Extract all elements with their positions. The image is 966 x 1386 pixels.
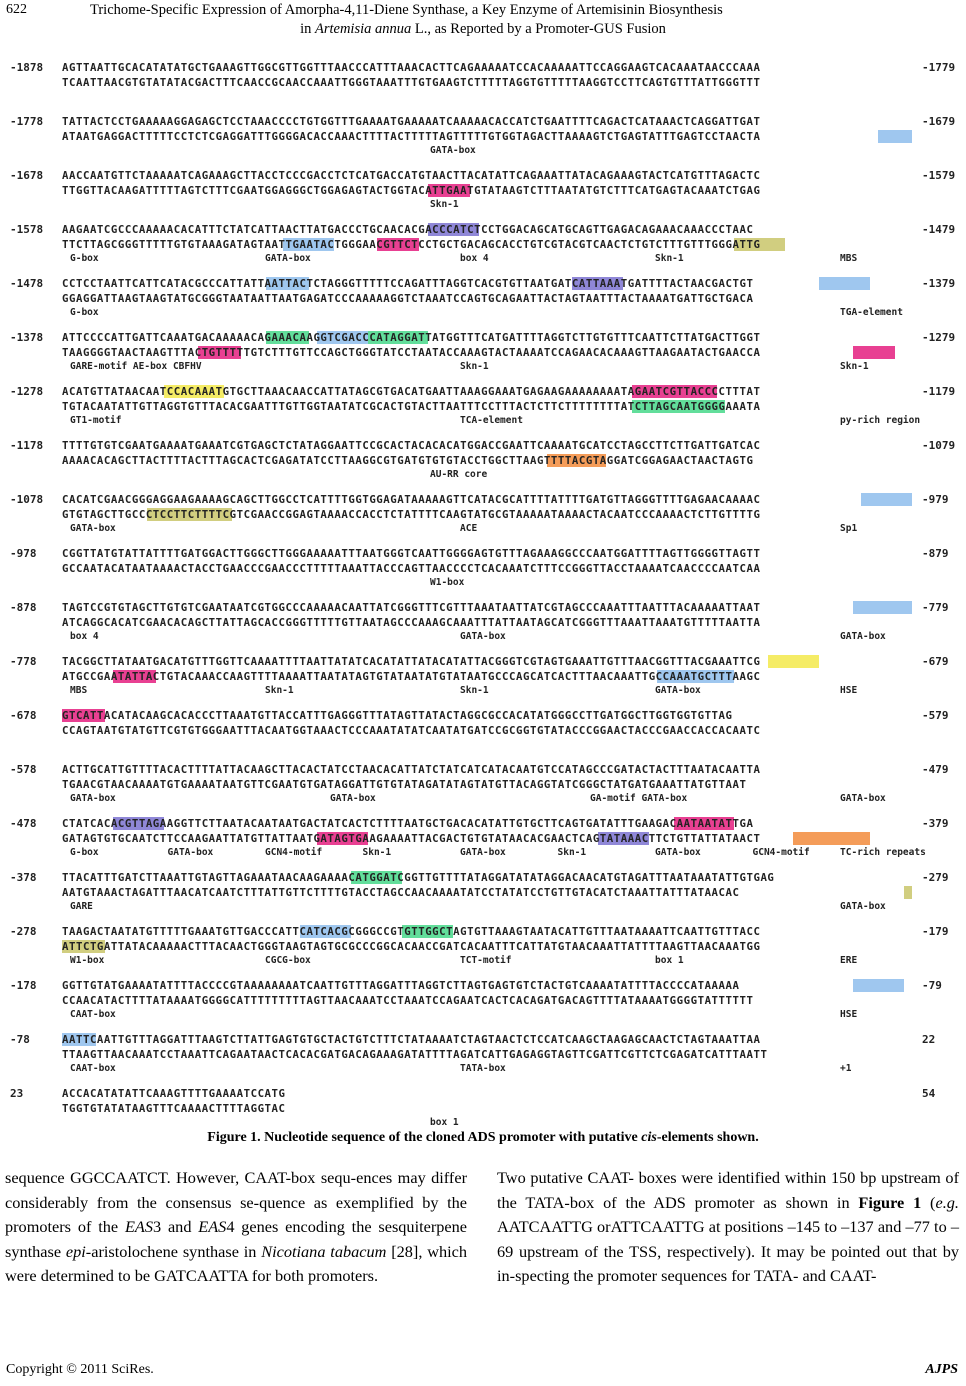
- position-start: -178: [10, 979, 37, 992]
- cis-element-label: G-box: [70, 253, 99, 264]
- cis-element-label: Sp1: [840, 523, 858, 534]
- cis-element-label: Skn-1: [430, 199, 459, 210]
- cis-element-label: ERE: [840, 955, 858, 966]
- position-start: -1678: [10, 169, 44, 182]
- sequence-strand-top: ACTTGCATTGTTTTACACTTTTATTACAAGCTTACACTATCCTAACACATTATCTATCATCATACAATGTCCATAGCCCGATACTACTTTAATACAATTA: [62, 763, 761, 776]
- position-end: -1679: [922, 115, 956, 128]
- position-start: 23: [10, 1087, 24, 1100]
- cis-element-highlight: [878, 130, 912, 143]
- sequence-strand-bottom: GTGTAGCTTGCCCTCCTTCTTTTCGTCGAACCGGAGTAAAACCACCTCTATTTTCAAGTATGCGTAAAAATAAAACTACAATCCCAAAACTCTTGTTTTG: [62, 508, 761, 521]
- cis-element-label: GATA-box: [330, 793, 376, 804]
- cis-element-label: GATA-box: [655, 847, 701, 858]
- cis-element-label: box 4: [460, 253, 489, 264]
- position-end: -279: [922, 871, 949, 884]
- cis-element-label: GARE-motif AE-box CBFHV: [70, 361, 202, 372]
- sequence-strand-bottom: TGAACGTAACAAAATGTGAAAATAATGTTCGAATGTGATAGGATTGTGTATAGATATAGTATGTTACAGGTATCGGGCTATGATGAAATTATGTTAAT: [62, 778, 747, 791]
- sequence-strand-bottom: GATAGTGTGCAATCTTCCAAGAATTATGTTATTAATGATAGTGAAGAAAATTACGACTGTGTATAACACGAACTCAGTATAAACTTCTGTTATTATAACT: [62, 832, 761, 845]
- cis-element-label: +1: [840, 1063, 852, 1074]
- position-end: 54: [922, 1087, 936, 1100]
- position-end: -879: [922, 547, 949, 560]
- position-start: -1778: [10, 115, 44, 128]
- sequence-strand-top: TAGTCCGTGTAGCTTGTGTCGAATAATCGTGGCCCAAAAACAATTATCGGGTTTCGTTTAAATAATTATCGTAGCCCAAATTTAATTTACAAAAATTAAT: [62, 601, 761, 614]
- cis-element-label: GCN4-motif: [752, 847, 810, 858]
- position-start: -1478: [10, 277, 44, 290]
- sequence-block: [10, 276, 960, 324]
- sequence-strand-bottom: CCAGTAATGTATGTTCGTGTGGGAATTTACAATGGTAAACTCCCAAATATATCAATATGATCCGCGGTGTATACCCGGAACTACCCGAACCACCACAATC: [62, 724, 761, 737]
- sequence-strand-bottom: AATGTAAACTAGATTTAACATCAATCTTTATTGTTCTTTTGTACCTAGCCAACAAAATATCCTATATCCTGTTGTACATCTAAATTATTTATAACAC: [62, 886, 740, 899]
- sequence-block: [10, 546, 960, 594]
- cis-element-label: GATA-box: [655, 685, 701, 696]
- sequence-block: [10, 438, 960, 486]
- body-column-left: sequence GGCCAATCT. However, CAAT-box sequ-ences may differ considerably from the consensus se-quence as exemplified by the promoters of the EAS3 and EAS4 genes encoding the sesquiterpene synthase epi-aristolochene synthase in Nicotiana tabacum [28], which were determined to be GATCAATTA for both promoters.: [5, 1168, 468, 1285]
- sequence-strand-top: TACGGCTTATAATGACATGTTTGGTTCAAAATTTTAATTATATCACATATTATACATATTACGGGTCGTAGTGAAATTGTTTAACGGTTTACGAAATTCG: [62, 655, 761, 668]
- cis-element-label: HSE: [840, 1009, 858, 1020]
- sequence-strand-bottom: TTCTTAGCGGGTTTTTGTGTAAAGATAGTAATTGAATACTGGGAACGTTCTCCTGCTGACAGCACCTGTCGTACGTCAACTCTGTCTTTGTTTGGGATTG: [62, 238, 761, 251]
- sequence-strand-top: ATTCCCCATTGATTCAAATGACAAAAACAGAAACAAGGTCGACCCATAGGATTATGGTTTCATGATTTTAGGTCTTGTGTTTCAATTCTTATGACTTGGT: [62, 331, 761, 344]
- sequence-block: [10, 654, 960, 702]
- cis-element-label: box 4: [70, 631, 99, 642]
- cis-element-label: Skn-1: [460, 361, 489, 372]
- sequence-block: [10, 114, 960, 162]
- position-start: -1378: [10, 331, 44, 344]
- cis-element-highlight: [819, 277, 870, 290]
- cis-element-label: Skn-1: [362, 847, 392, 858]
- sequence-strand-bottom: TTAAGTTAACAAATCCTAAATTCAGAATAACTCACACGATGACAGAAAGATATTTTAGATCATTGAGAGGTAGTTCGATTCGTTCTCGAGATCATTTAATT: [62, 1048, 768, 1061]
- cis-element-label: TCA-element: [460, 415, 523, 426]
- cis-element-label: GATA-box: [840, 901, 886, 912]
- position-start: -578: [10, 763, 37, 776]
- sequence-strand-bottom: ATTCTGATTATACAAAAACTTTACAACTGGGTAAGTAGTGCGCCCGGCACAACCGATCACAATTTCATTATGTAACAAATTATTTTAAGTTAACAAATGG: [62, 940, 761, 953]
- cis-element-label: TGA-element: [840, 307, 903, 318]
- cis-element-label: Skn-1: [557, 847, 587, 858]
- sequence-block: [10, 978, 960, 1026]
- position-start: -678: [10, 709, 37, 722]
- sequence-strand-top: TTACATTTGATCTTAAATTGTAGTTAGAAATAACAAGAAAACATGGATCGGTTGTTTTATAGGATATATAGGACAACATGTAGATTTAATAAATATTGTGAG: [62, 871, 775, 884]
- cis-element-label: TC-rich repeats: [840, 847, 926, 858]
- cis-element-label: box 1: [655, 955, 684, 966]
- position-start: -1878: [10, 61, 44, 74]
- sequence-strand-top: TTTTGTGTCGAATGAAAATGAAATCGTGAGCTCTATAGGAATTCCGCACTACACACATGGACCGAATTCAAAATGCATCCTAGCCTTCTTGATTGATCAC: [62, 439, 761, 452]
- sequence-block: [10, 492, 960, 540]
- position-end: -1079: [922, 439, 956, 452]
- position-start: -1578: [10, 223, 44, 236]
- cis-element-label: CAAT-box: [70, 1063, 116, 1074]
- cis-element-label: HSE: [840, 685, 858, 696]
- sequence-block: [10, 168, 960, 216]
- cis-element-label: GATA-box: [167, 847, 214, 858]
- position-end: -1379: [922, 277, 956, 290]
- sequence-strand-top: AACCAATGTTCTAAAAATCAGAAAGCTTACCTCCCGACCTCTCATGACCATGTAACTTACATATTCAGAAATTATACAGAAAGTACTCATGTTTAGACTC: [62, 169, 761, 182]
- position-end: -379: [922, 817, 949, 830]
- cis-element-highlight: [793, 832, 870, 845]
- cis-element-label: GT1-motif: [70, 415, 122, 426]
- sequence-block: [10, 600, 960, 648]
- sequence-strand-top: CGGTTATGTATTATTTTGATGGACTTGGGCTTGGGAAAAATTTAATGGGTCAATTGGGGAGTGTTTAGAAAGGCCCAATGGATTTTAGTTGGGGTTAGTT: [62, 547, 761, 560]
- cis-element-highlight: [904, 886, 913, 899]
- sequence-strand-top: GGTTGTATGAAAATATTTTACCCCGTAAAAAAAATCAATTGTTTAGGATTTAGGTCTTAGTGAGTGTCTACTGTCAAAATATTTTACCCCATAAAAA: [62, 979, 740, 992]
- cis-element-label: box 1: [430, 1117, 459, 1128]
- position-start: -278: [10, 925, 37, 938]
- sequence-strand-top: AATTCAATTGTTTAGGATTTAAGTCTTATTGAGTGTGCTACTGTCTTTCTATAAAATCTAGTAACTCTCCATCAAGCTAAGAGCAACTCTAGTAAATTAA: [62, 1033, 761, 1046]
- cis-element-label: GARE: [70, 901, 93, 912]
- cis-element-label: Skn-1: [460, 685, 489, 696]
- position-start: -1078: [10, 493, 44, 506]
- cis-element-label: W1-box: [70, 955, 105, 966]
- cis-element-label: Skn-1: [655, 253, 684, 264]
- sequence-strand-bottom: AAAACACAGCTTACTTTTACTTTAGCACTCGAGATATCCTTAAGGCGTGATGTGTGTACCTGGCTTAAGTTTTACGTAGGATCGGAGAACTAACTAGTG: [62, 454, 754, 467]
- cis-element-label: GATA-box: [460, 847, 506, 858]
- sequence-strand-bottom: TGGTGTATATAAGTTTCAAAACTTTTAGGTAC: [62, 1102, 286, 1115]
- sequence-strand-top: ACCACATATATTCAAAGTTTTGAAAATCCATG: [62, 1087, 286, 1100]
- sequence-strand-top: AAGAATCGCCCAAAAACACATTTCTATCATTAACTTATGACCCTGCAACACGACCCATCTCCTGGACAGCATGCAGTTGAGACAGAAACAAACCCTAAC: [62, 223, 754, 236]
- position-end: 22: [922, 1033, 936, 1046]
- sequence-strand-bottom: TTGGTTACAAGATTTTTAGTCTTTCGAATGGAGGGCTGGAGAGTACTGGTACATTGAATGTATAAGTCTTTAATATGTCTTTCATGAGTACAAATCTGAG: [62, 184, 761, 197]
- cis-element-label: GATA-box: [840, 793, 886, 804]
- figure-caption: Figure 1. Nucleotide sequence of the cloned ADS promoter with putative cis-elements shown.: [207, 1130, 759, 1145]
- cis-element-highlight: [853, 601, 913, 614]
- position-end: -1279: [922, 331, 956, 344]
- cis-element-label: CGCG-box: [265, 955, 311, 966]
- sequence-block: [10, 60, 960, 108]
- sequence-block: [10, 1086, 960, 1134]
- sequence-strand-bottom: ATCAGGCACATCGAACACAGCTTATTAGCACCGGGTTTTTGTTAATAGCCCAAAGCAAATTTATTAATAGCATCGGGTTTAAATTAAATGTTTTTAATTA: [62, 616, 761, 629]
- sequence-block: [10, 222, 960, 270]
- sequence-strand-top: CCTCCTAATTCATTCATACGCCCATTATTAATTACTCTAGGGTTTTTCCAGATTTAGGTCACGTGTTAATGATCATTAAATGATTTTACTAACGACTGT: [62, 277, 754, 290]
- cis-element-label: ACE: [460, 523, 478, 534]
- position-end: -679: [922, 655, 949, 668]
- footer-journal: AJPS: [925, 1362, 958, 1377]
- sequence-strand-bottom: ATGCCGAATATTACTGTACAAACCAAGTTTTAAAATTAATATAGTGTATAATATGTATAATGCCCAGCATCACTTTAACAAATTGCCAAATGCTTTAAGC: [62, 670, 761, 683]
- sequence-strand-bottom: TGTACAATATTGTTAGGTGTTTACACGAATTTGTTGGTAATATCGCACTGTACTTAATTTCCTTTACTCTTCTTTTTTTTATCTTAGCAATGGGGAAATA: [62, 400, 761, 413]
- cis-element-label: Skn-1: [265, 685, 294, 696]
- sequence-strand-bottom: GCCAATACATAATAAAACTACCTGAACCCGAACCCTTTTTAAATTACCCAGTTAACCCCTCACAAATCTTTCCGGGTTACCTAAAATCAACCCCAATCAA: [62, 562, 761, 575]
- cis-element-label: TATA-box: [460, 1063, 506, 1074]
- position-end: -579: [922, 709, 949, 722]
- cis-element-label: MBS: [840, 253, 858, 264]
- cis-element-label: W1-box: [430, 577, 465, 588]
- sequence-strand-bottom: TAAGGGGTAACTAAGTTTACTGTTTTTGTCTTTGTTCCAGCTGGGTATCCTAATACCAAAGTACTAAAATCCAGAACACAAAGTTAAGAATACTGAACCA: [62, 346, 761, 359]
- header-title-line2: in Artemisia annua L., as Reported by a Promoter-GUS Fusion: [300, 21, 666, 37]
- sequence-block: [10, 870, 960, 918]
- position-start: -1278: [10, 385, 44, 398]
- position-end: -79: [922, 979, 942, 992]
- header-title-line1: Trichome-Specific Expression of Amorpha-4,11-Diene Synthase, a Key Enzyme of Artemisinin Biosynthesis: [90, 2, 723, 18]
- cis-element-label: MBS: [70, 685, 88, 696]
- sequence-strand-top: AGTTAATTGCACATATATGCTGAAAGTTGGCGTTGGTTTAACCCATTTAAACACTTCAGAAAAATCCACAAAAATTCCAGGAAGTCACAAATAACCCAAA: [62, 61, 761, 74]
- cis-element-label: GCN4-motif: [265, 847, 323, 858]
- cis-element-highlight: [861, 493, 912, 506]
- position-end: -479: [922, 763, 949, 776]
- cis-element-label: TCT-motif: [460, 955, 512, 966]
- sequence-block: [10, 384, 960, 432]
- cis-element-highlight: [853, 346, 896, 359]
- cis-element-label: GATA-box: [840, 631, 886, 642]
- cis-element-highlight: [768, 655, 819, 668]
- cis-element-label: GATA-box: [430, 145, 476, 156]
- cis-element-label: GATA-box: [70, 523, 116, 534]
- position-start: -1178: [10, 439, 44, 452]
- body-column-right: Two putative CAAT- boxes were identified within 150 bp upstream of the TATA-box of the ADS promoter as shown in Figure 1 (e.g. AATCAATTG orATTCAATTG at positions –145 to –137 and –77 to –69 upstream of the TSS, respectively). It may be pointed out that by in-specting the promoter sequences for TATA- and CAAT-: [497, 1168, 959, 1285]
- position-start: -378: [10, 871, 37, 884]
- position-start: -978: [10, 547, 37, 560]
- sequence-strand-top: GTCATTACATACAAGCACACCCTTAAATGTTACCATTTGAGGGTTTATAGTTATACTAGGCGCCACATATGGGCCTTGATGGCTTGGTGGTGTTAG: [62, 709, 733, 722]
- sequence-block: [10, 924, 960, 972]
- position-end: -979: [922, 493, 949, 506]
- sequence-block: [10, 762, 960, 810]
- position-end: -179: [922, 925, 949, 938]
- sequence-strand-bottom: ATAATGAGGACTTTTTCCTCTCGAGGATTTGGGGACACCAAACTTTTACTTTTTAGTTTTTGTGGTAGACTTAAAAGTCTGAGTATTTGAGTCCTAACTA: [62, 130, 761, 143]
- sequence-strand-top: TAAGACTAATATGTTTTTGAAATGTTGACCCATTCATCACGCGGGCCGTGTTGGCTAGTGTTAAAGTAATACATTGTTTAATAAAATTCAATTGTTTACC: [62, 925, 761, 938]
- sequence-block: [10, 816, 960, 864]
- cis-element-label: G-box: [70, 307, 99, 318]
- cis-element-label: GA-motif GATA-box: [590, 793, 688, 804]
- cis-element-label: py-rich region: [840, 415, 921, 426]
- cis-element-label: GATA-box: [70, 793, 116, 804]
- position-end: -779: [922, 601, 949, 614]
- position-end: -1179: [922, 385, 956, 398]
- cis-element-highlight: [853, 979, 904, 992]
- position-start: -78: [10, 1033, 30, 1046]
- position-start: -478: [10, 817, 37, 830]
- cis-element-label: AU-RR core: [430, 469, 488, 480]
- position-end: -1479: [922, 223, 956, 236]
- sequence-block: [10, 330, 960, 378]
- cis-element-label: G-box: [70, 847, 99, 858]
- sequence-strand-top: CACATCGAACGGGAGGAAGAAAAGCAGCTTGGCCTCATTTTGGTGGAGATAAAAAGTTCATACGCATTTTATTTTGATGTTAGGGTTTTGAGAACAAAAC: [62, 493, 761, 506]
- sequence-block: [10, 708, 960, 756]
- cis-element-label: Skn-1: [840, 361, 869, 372]
- cis-element-label: GATA-box: [460, 631, 506, 642]
- cis-element-label: CAAT-box: [70, 1009, 116, 1020]
- sequence-strand-bottom: TCAATTAACGTGTATATACGACTTTCAACCGCAACCAAATTGGGTAAATTTGTGAAGTCTTTTTAGGTGTTTTTAAGGTCCTTCAGTGTTTATTGGGTTT: [62, 76, 761, 89]
- page-number: 622: [6, 2, 27, 17]
- sequence-strand-bottom: GGAGGATTAAGTAAGTATGCGGGTAATAATTAATGAGATCCCAAAAAGGTCTAAATCCAGTGCAGAATTACTAGTAATTTACTAAAATGATTGCTGACA: [62, 292, 754, 305]
- sequence-strand-top: TATTACTCCTGAAAAAGGAGAGCTCCTAAACCCCTGTGGTTTGAAAATGAAAAATCAAAAACACCATCTGAATTTTCAGACTCATAAACTCAGGATTGAT: [62, 115, 761, 128]
- sequence-block: [10, 1032, 960, 1080]
- cis-element-label: GATA-box: [265, 253, 311, 264]
- position-end: -1579: [922, 169, 956, 182]
- sequence-strand-top: ACATGTTATAACAATCCACAAATGTGCTTAAACAACCATTATAGCGTGACATGAATTAAAGGAAATGAGAAGAAAAAAAATAGAATCGTTACCCCTTTAT: [62, 385, 761, 398]
- footer-copyright: Copyright © 2011 SciRes.: [6, 1362, 154, 1377]
- position-start: -778: [10, 655, 37, 668]
- position-start: -878: [10, 601, 37, 614]
- promoter-sequence-figure: [10, 60, 960, 1128]
- sequence-strand-bottom: CCAACATACTTTTATAAAATGGGGCATTTTTTTTTAGTTAACAAATCCTAAATCCAGAATCACTCACAGATGACAGTTTTATAAAATGGGGTATTTTTT: [62, 994, 754, 1007]
- sequence-strand-top: CTATCACACGTTAGAAGGTTCTTAATACAATAATGACTATCACTCTTTTAATGCTGACACATATTGTGCTTCAGTGATATTTGAAGACAATAATATTGA: [62, 817, 754, 830]
- position-end: -1779: [922, 61, 956, 74]
